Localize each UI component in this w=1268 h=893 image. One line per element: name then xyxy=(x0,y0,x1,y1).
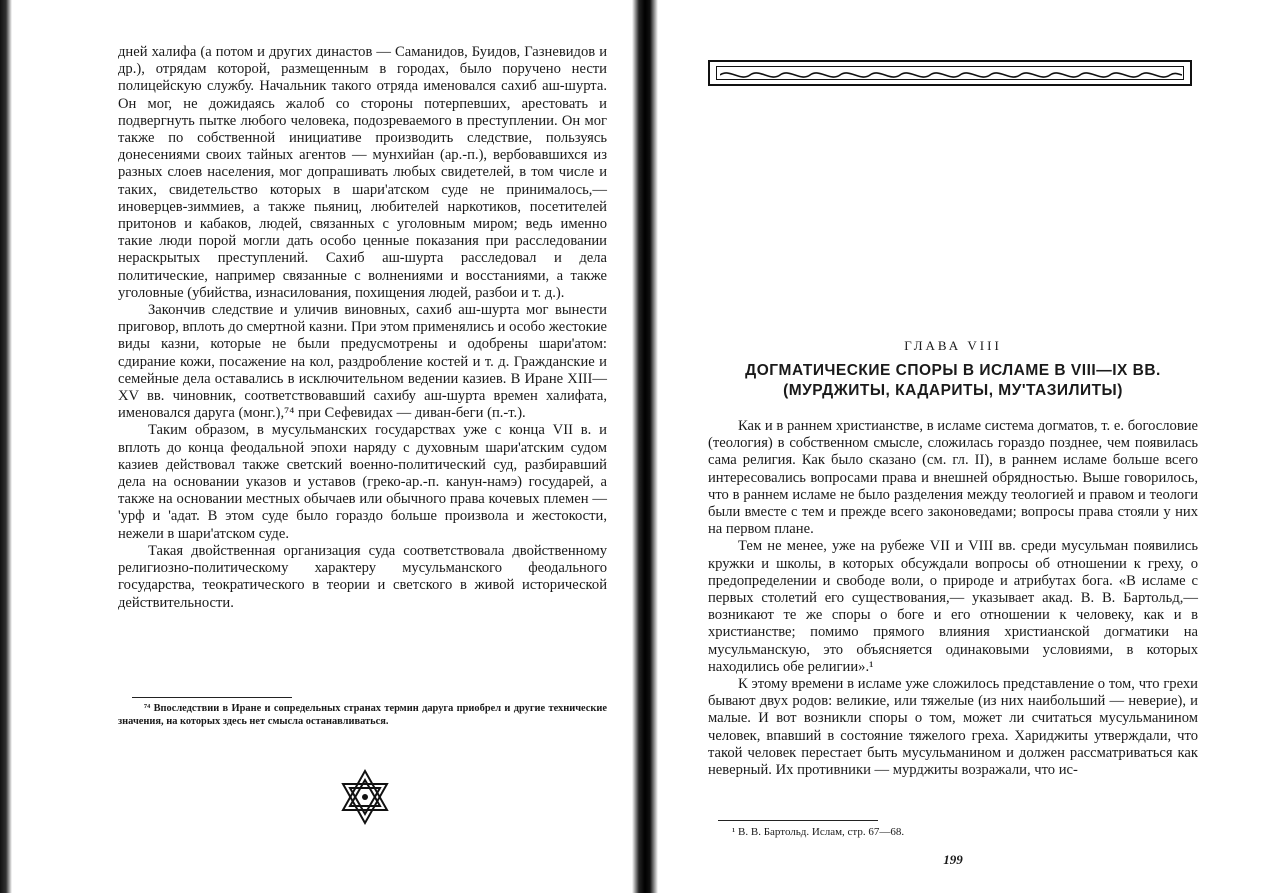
star-ornament xyxy=(336,768,394,826)
left-paragraph-3: Таким образом, в мусульманских государствах уже с конца VII в. и вплоть до конца феодальной эпохи наряду с духовным шари'атским судом казиев действовал также светский военно-политический суд, разбиравший дела на основании указов и уставов (греко-ар.-п. канун-намэ) государей, а также на основании местных обычаев или обычного права кочевых племен — 'урф и 'адат. В этом суде было гораздо больше произвола и жестокости, нежели в шари'атском суде. xyxy=(118,422,607,542)
left-paragraph-2: Закончив следствие и уличив виновных, сахиб аш-шурта мог вынести приговор, вплоть до смертной казни. При этом применялись и особо жестокие виды казни, которые не были предусмотрены и одобрены шари'атом: сдирание кожи, посажение на кол, раздробление костей и т. д. Гражданские и семейные дела оставались в исключительном ведении казиев. В Иране XIII—XV вв. чиновник, соответствовавший сахибу аш-шурта времен халифата, именовался даруга (монг.),⁷⁴ при Сефевидах — диван-беги (п.-т.). xyxy=(118,302,607,422)
chapter-label: ГЛАВА VIII xyxy=(904,338,1002,353)
right-paragraph-2: Тем не менее, уже на рубеже VII и VIII вв. среди мусульман появились кружки и школы, в которых обсуждали вопросы об отношении к греху, о предопределении и свободе воли, о природе и атрибутах бога. «В исламе с первых столетий его существования,— указывает акад. В. В. Бартольд,— возникают те же споры о боге и его отношении к человеку, как и в христианстве; помимо прямого влияния христианской догматики на мусульманскую, это объясняется одинаковыми условиями, в которых находились обе религии».¹ xyxy=(708,538,1198,675)
book-gutter xyxy=(632,0,658,893)
left-footnote: ⁷⁴ Впоследствии в Иране и сопредельных странах термин даруга приобрел и другие технические значения, на которых здесь нет смысла останавливаться. xyxy=(118,703,607,727)
footnote-rule xyxy=(132,697,292,698)
right-footnote: ¹ В. В. Бартольд. Ислам, стр. 67—68. xyxy=(732,826,905,838)
left-page-body xyxy=(118,44,607,612)
right-page-body xyxy=(708,418,1198,779)
footnote-rule xyxy=(718,820,878,821)
left-paragraph-1: дней халифа (а потом и других династов — Саманидов, Буидов, Газневидов и др.), отрядам которой, размещенным в городах, было поручено нести полицейскую службу. Начальник такого отряда именовался сахиб аш-шурта. Он мог, не дожидаясь жалоб со стороны потерпевших, арестовать и подвергнуть пытке любого человека, подозреваемого в преступлении. Он мог также по собственной инициативе производить следствие, пользуясь донесениями своих тайных агентов — мунхийан (ар.-п.), вербовавшихся из разных слоев населения, мог допрашивать любых свидетелей, в том числе и таких, свидетельство которых в шари'атском суде не принималось,— иноверцев-зиммиев, а также пьяниц, любителей наркотиков, посетителей притонов и кабаков, людей, связанных с уголовным миром; ведь именно такие люди порой могли дать особо ценные показания при расследовании нераскрытых преступлений. Сахиб аш-шурта расследовал и дела политические, например связанные с волнениями и восстаниями, а также уголовные (убийства, изнасилования, похищения людей, разбои и т. д.). xyxy=(118,44,607,301)
ornamental-header-band xyxy=(708,60,1192,86)
chapter-title-line-1: ДОГМАТИЧЕСКИЕ СПОРЫ В ИСЛАМЕ В VIII—IX ВВ. xyxy=(745,362,1161,379)
page-number: 199 xyxy=(943,852,963,867)
chapter-title xyxy=(708,361,1198,401)
right-paragraph-1: Как и в раннем христианстве, в исламе система догматов, т. е. богословие (теология) в собственном смысле, сложилась гораздо позднее, чем появилась сама религия. Как было сказано (см. гл. II), в раннем исламе больше всего интересовались вопросами права и внешней обрядностью. Выше говорилось, что в раннем исламе не было разделения между теологией и правом и теологи были вместе с тем и прежде всего законоведами; вопросы права стояли у них на первом плане. xyxy=(708,418,1198,538)
ornament-scroll-icon xyxy=(720,68,1182,82)
scan-edge-shadow xyxy=(0,0,12,893)
left-paragraph-4: Такая двойственная организация суда соответствовала двойственному религиозно-политическому характеру мусульманского феодального государства, теократического в теории и светского в живой исторической действительности. xyxy=(118,542,607,611)
right-paragraph-3: К этому времени в исламе уже сложилось представление о том, что грехи бывают двух родов: великие, или тяжелые (из них наибольший — неверие), и малые. И вот возникли споры о том, может ли считаться мусульманином человек, впавший в состояние тяжелого греха. Хариджиты утверждали, что такой человек перестает быть мусульманином и должен рассматриваться как неверный. Их противники — мурджиты возражали, что ис- xyxy=(708,676,1198,779)
chapter-title-line-2: (МУРДЖИТЫ, КАДАРИТЫ, МУ'ТАЗИЛИТЫ) xyxy=(783,382,1123,399)
